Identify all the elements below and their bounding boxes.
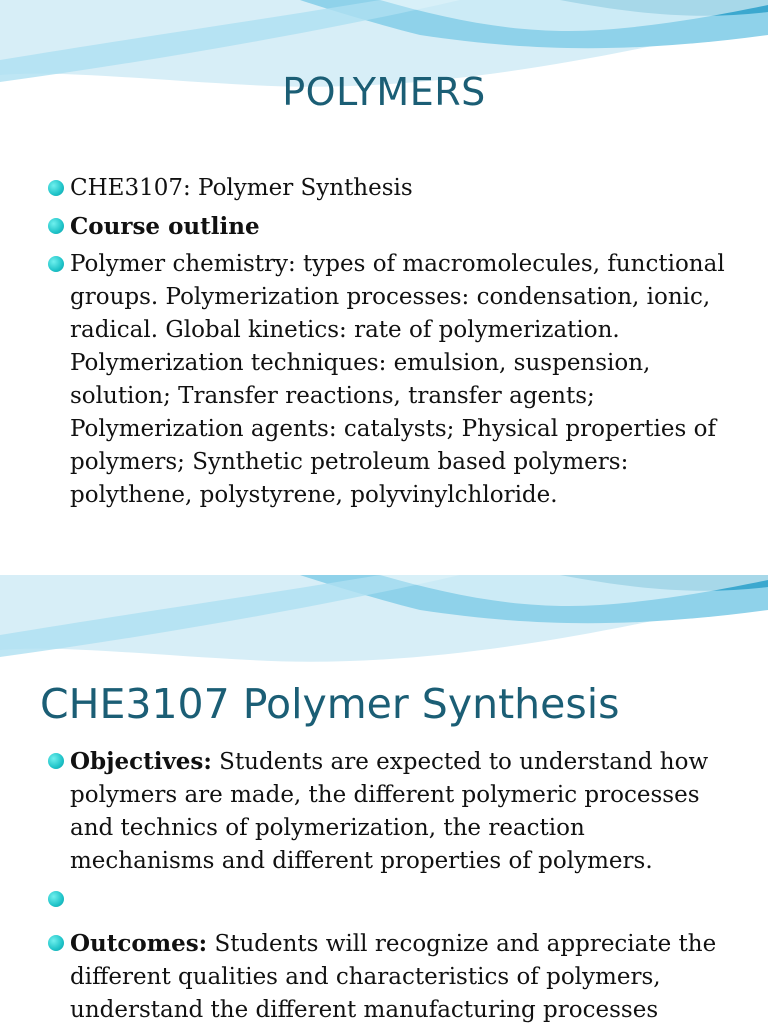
bullet-text: Polymer chemistry: types of macromolecules, functional groups. Polymerization processes: condensation, ionic, radical. Global kinetics: rate of polymerization. Polymerization techniques: emulsion, suspension, solution; Transfer reactions, transfer agents; Polymerization agents: catalysts; Physical properties of polymers; Synthetic petroleum based polymers: polythene, polystyrene, polyvinylchloride. (70, 251, 725, 508)
bullet-course-outline (48, 210, 728, 243)
slide-separator (0, 560, 768, 575)
bullet-list (48, 745, 728, 1024)
bullet-course-code (48, 172, 728, 205)
bullet-text: Course outline (70, 213, 260, 240)
bullet-dot-icon (48, 935, 64, 951)
bullet-dot-icon (48, 180, 64, 196)
bullet-label: Objectives: (70, 748, 212, 775)
bullet-dot-icon (48, 753, 64, 769)
bullet-text: Students are expected to understand how polymers are made, the different polymeric processes and technics of polymerization, the reaction mechanisms and different properties of polymers. (70, 749, 709, 874)
bullet-list (48, 172, 728, 517)
bullet-dot-icon (48, 256, 64, 272)
bullet-outcomes (48, 927, 728, 1024)
slide-title: POLYMERS (282, 70, 486, 114)
bullet-dot-icon (48, 891, 64, 907)
slide-2 (0, 575, 768, 1024)
bullet-text: CHE3107: Polymer Synthesis (70, 175, 413, 201)
wave-banner-top (0, 575, 768, 675)
bullet-empty (48, 883, 728, 916)
bullet-objectives (48, 745, 728, 878)
bullet-outline-details (48, 248, 728, 512)
slide-title: CHE3107 Polymer Synthesis (40, 680, 620, 728)
bullet-label: Outcomes: (70, 930, 208, 957)
bullet-text: Students will recognize and appreciate the different qualities and characteristics of polymers, understand the different manufacturing processes (70, 931, 717, 1023)
bullet-dot-icon (48, 218, 64, 234)
